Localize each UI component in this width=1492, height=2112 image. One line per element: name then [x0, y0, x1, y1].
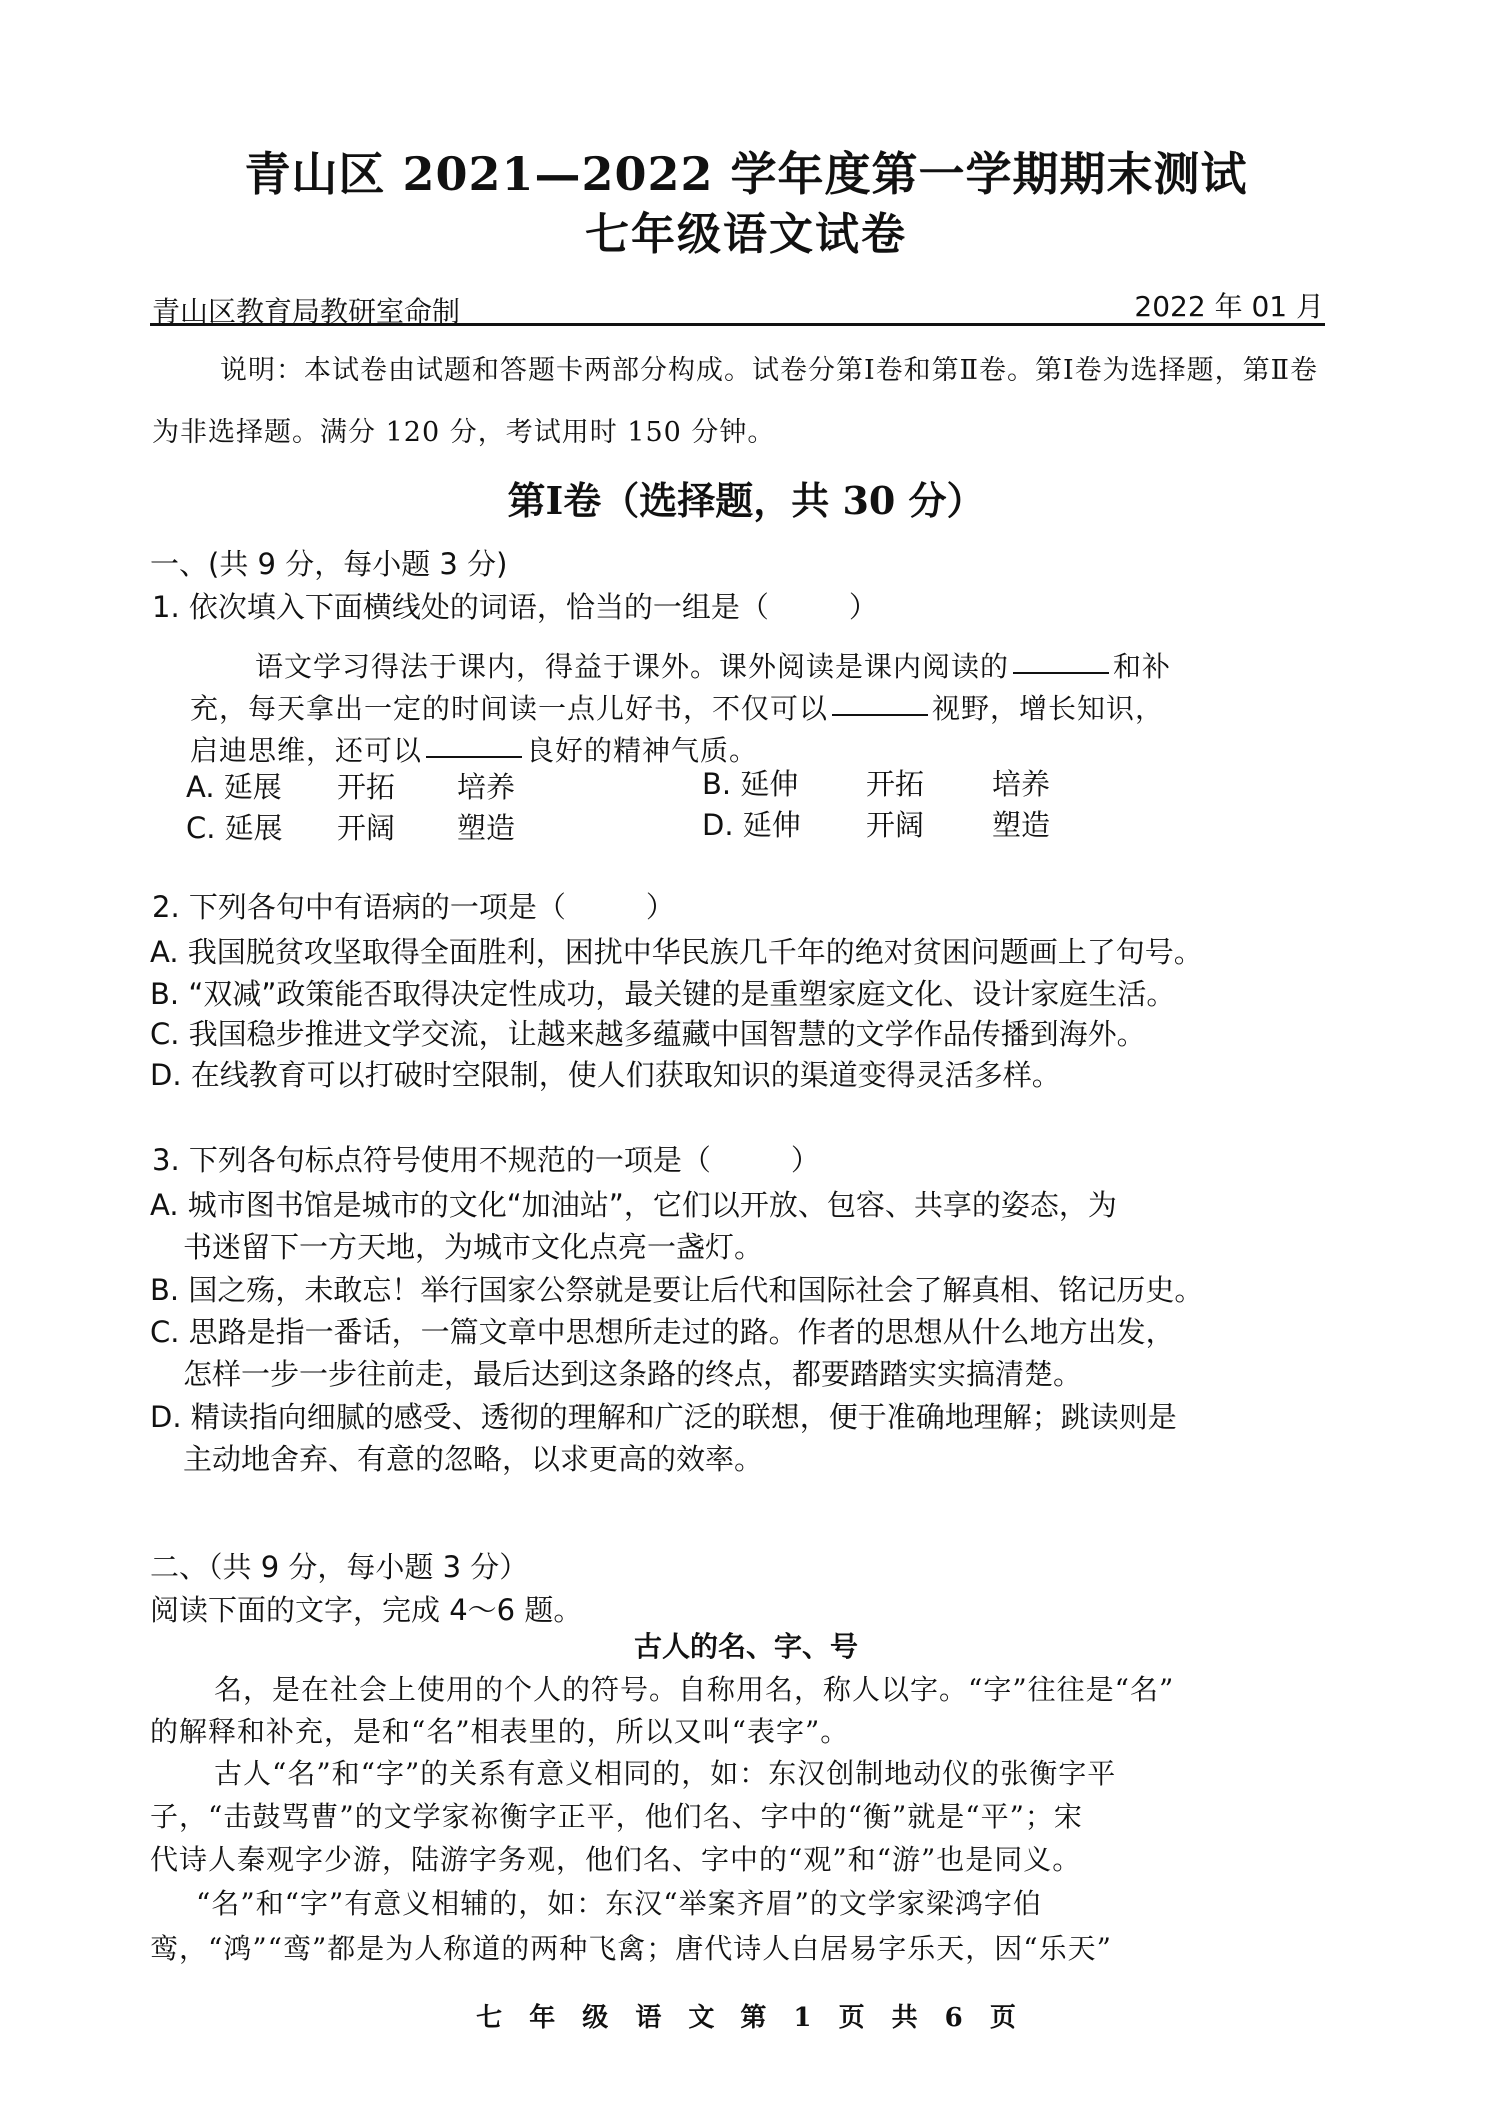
instructions: 说明：本试卷由试题和答题卡两部分构成。试卷分第Ⅰ卷和第Ⅱ卷。第Ⅰ卷为选择题，第Ⅱ卷为非选择题。满分 120 分，考试用时 150 分钟。: [152, 355, 1319, 448]
q1-option-c-word1: C. 延展: [186, 811, 283, 845]
issuer: 青山区教育局教研室命制: [152, 295, 461, 328]
q3-option-b: B. 国之殇，未敢忘！举行国家公祭就是要让后代和国际社会了解真相、铭记历史。: [150, 1273, 1204, 1307]
exam-date: 2022 年 01 月: [1134, 290, 1324, 323]
q3-stem: [152, 1138, 820, 1179]
q2-stem-end: ）: [645, 890, 675, 924]
fill-blank-3: [426, 755, 522, 758]
article-p2-line1: 古人“名”和“字”的关系有意义相同的，如：东汉创制地动仪的张衡字平: [214, 1757, 1117, 1790]
article-title: 古人的名、字、号: [633, 1630, 858, 1663]
q1-option-c-word3: 塑造: [457, 811, 516, 845]
article-p2-line2: 子，“击鼓骂曹”的文学家祢衡字正平，他们名、字中的“衡”就是“平”；宋: [150, 1800, 1083, 1833]
q1-option-d-word1: D. 延伸: [702, 808, 801, 842]
article-p1-line1: 名，是在社会上使用的个人的符号。自称用名，称人以字。“字”往往是“名”: [214, 1673, 1175, 1706]
q1-stem: [152, 585, 878, 626]
q3-option-d-line1: D. 精读指向细腻的感受、透彻的理解和广泛的联想，便于准确地理解；跳读则是: [150, 1400, 1177, 1434]
passage-text: 启迪思维，还可以: [190, 734, 423, 767]
q1-option-b-word3: 培养: [992, 767, 1051, 801]
q1-option-a-word1: A. 延展: [186, 770, 282, 804]
q2-option-d: D. 在线教育可以打破时空限制，使人们获取知识的渠道变得灵活多样。: [150, 1058, 1061, 1092]
q3-stem-end: ）: [790, 1143, 820, 1177]
q1-option-d-word3: 塑造: [992, 808, 1051, 842]
q1-option-a-word2: 开拓: [337, 770, 396, 804]
passage-text: 良好的精神气质。: [526, 734, 759, 767]
passage-text: 和补: [1113, 650, 1172, 683]
passage-text: 充，每天拿出一定的时间读一点儿好书，不仅可以: [190, 692, 829, 725]
q1-option-d-word2: 开阔: [866, 808, 925, 842]
q2-option-c: C. 我国稳步推进文学交流，让越来越多蕴藏中国智慧的文学作品传播到海外。: [150, 1017, 1146, 1051]
passage-text: 语文学习得法于课内，得益于课外。课外阅读是课内阅读的: [255, 650, 1010, 683]
article-p2-line3: 代诗人秦观字少游，陆游字务观，他们名、字中的“观”和“游”也是同义。: [150, 1843, 1082, 1876]
q1-passage-line2: [190, 687, 1164, 727]
exam-subtitle: 七年级语文试卷: [585, 209, 907, 260]
q2-stem: [152, 885, 675, 926]
q2-stem-text: 2. 下列各句中有语病的一项是（: [152, 890, 566, 924]
fill-blank-2: [832, 713, 928, 716]
q2-option-b: B. “双减”政策能否取得决定性成功，最关键的是重塑家庭文化、设计家庭生活。: [150, 977, 1176, 1011]
q1-passage-line1: [255, 645, 1171, 685]
q1-stem-end: ）: [848, 590, 878, 624]
exam-title: 青山区 2021—2022 学年度第一学期期末测试: [244, 147, 1248, 201]
article-p3-line2: 鸾，“鸿”“鸾”都是为人称道的两种飞禽；唐代诗人白居易字乐天，因“乐天”: [150, 1932, 1112, 1965]
q3-option-c-line1: C. 思路是指一番话，一篇文章中思想所走过的路。作者的思想从什么地方出发，: [150, 1315, 1175, 1349]
part2-heading: 二、（共 9 分，每小题 3 分）: [150, 1550, 529, 1584]
article-p1-line2: 的解释和补充，是和“名”相表里的，所以又叫“表字”。: [150, 1715, 850, 1748]
q3-option-a-line2: 书迷留下一方天地，为城市文化点亮一盏灯。: [183, 1230, 764, 1264]
article-p3-line1: “名”和“字”有意义相辅的，如：东汉“举案齐眉”的文学家梁鸿字伯: [196, 1887, 1042, 1920]
passage-text: 视野，增长知识，: [932, 692, 1165, 725]
fill-blank-1: [1013, 671, 1109, 674]
q1-stem-text: 1. 依次填入下面横线处的词语，恰当的一组是（: [152, 590, 769, 624]
page-footer: 七 年 级 语 文 第 1 页 共 6 页: [476, 2003, 1016, 2033]
q3-option-d-line2: 主动地舍弃、有意的忽略，以求更高的效率。: [183, 1442, 764, 1476]
header-divider: [150, 323, 1325, 326]
q1-option-b-word2: 开拓: [866, 767, 925, 801]
part1-heading: 一、(共 9 分，每小题 3 分): [150, 547, 508, 581]
volume1-title: 第Ⅰ卷（选择题，共 30 分）: [507, 478, 985, 523]
part2-intro: 阅读下面的文字，完成 4～6 题。: [150, 1593, 583, 1627]
q3-stem-text: 3. 下列各句标点符号使用不规范的一项是（: [152, 1143, 711, 1177]
q1-passage-line3: [190, 729, 758, 769]
q3-option-c-line2: 怎样一步一步往前走，最后达到这条路的终点，都要踏踏实实搞清楚。: [183, 1357, 1083, 1391]
q1-option-a-word3: 培养: [457, 770, 516, 804]
q2-option-a: A. 我国脱贫攻坚取得全面胜利，困扰中华民族几千年的绝对贫困问题画上了句号。: [150, 935, 1203, 969]
q1-option-b-word1: B. 延伸: [702, 767, 799, 801]
q3-option-a-line1: A. 城市图书馆是城市的文化“加油站”，它们以开放、包容、共享的姿态，为: [150, 1188, 1117, 1222]
q1-option-c-word2: 开阔: [337, 811, 396, 845]
